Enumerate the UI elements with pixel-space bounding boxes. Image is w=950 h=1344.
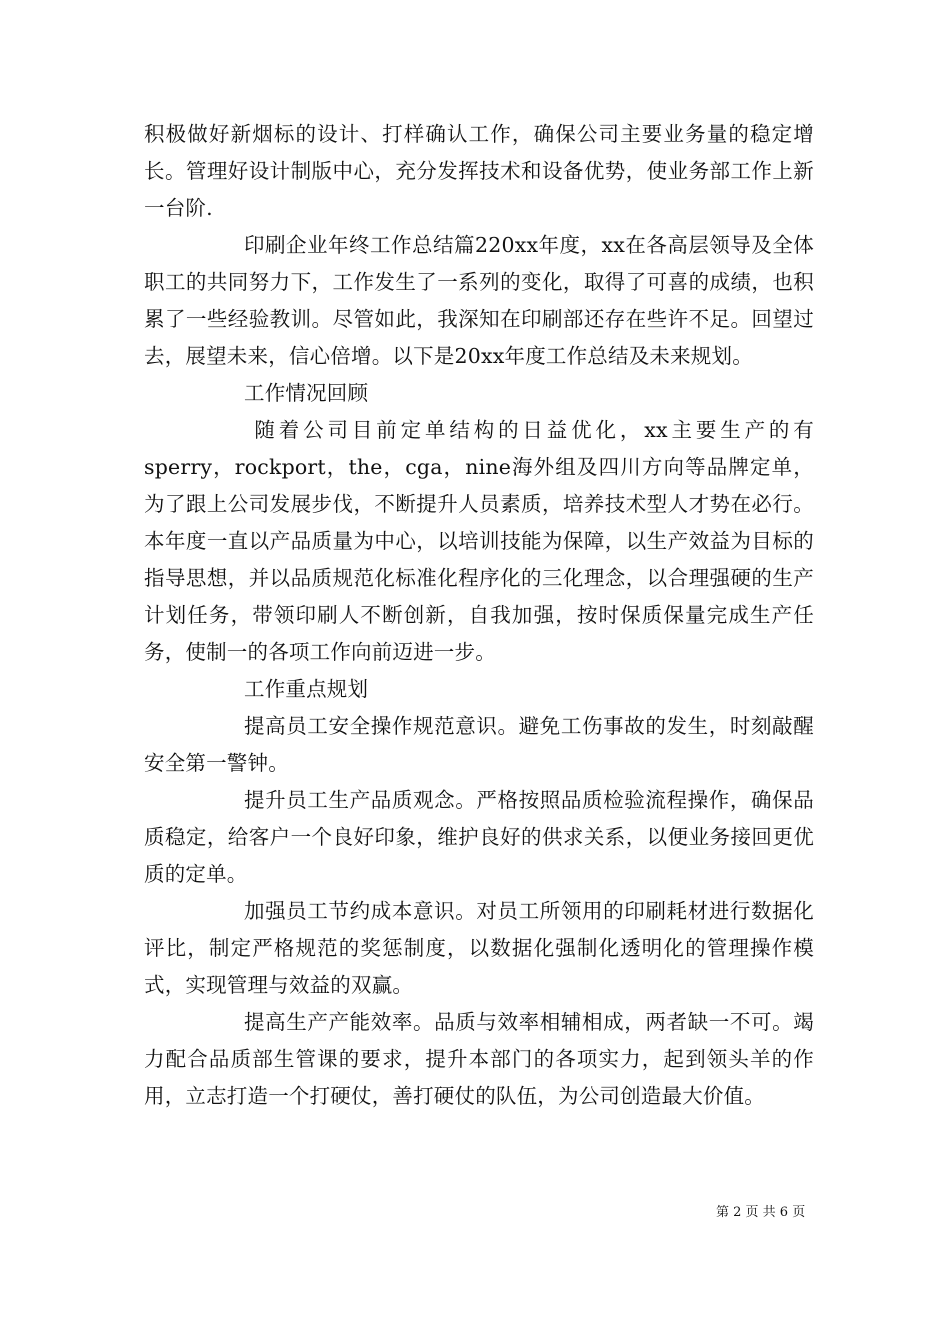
section-heading-review: 工作情况回顾 (244, 381, 369, 405)
page-number-footer: 第 2 页 共 6 页 (716, 1205, 806, 1220)
paragraph-7: 提高生产产能效率。品质与效率相辅相成，两者缺一不可。竭力配合品质部生管课的要求，提升本部门的各项实力，起到领头羊的作用，立志打造一个打硬仗，善打硬仗的队伍，为公司创造最大价值。 (144, 1010, 814, 1108)
document-body (144, 116, 814, 1115)
paragraph-2: 印刷企业年终工作总结篇220xx年度，xx在各高层领导及全体职工的共同努力下，工作发生了一系列的变化，取得了可喜的成绩，也积累了一些经验教训。尽管如此，我深知在印刷部还存在些许不足。回望过去，展望未来，信心倍增。以下是20xx年度工作总结及未来规划。 (144, 233, 814, 368)
paragraph-4: 提高员工安全操作规范意识。避免工伤事故的发生，时刻敲醒安全第一警钟。 (144, 714, 814, 775)
paragraph-1: 积极做好新烟标的设计、打样确认工作，确保公司主要业务量的稳定增长。管理好设计制版中心，充分发挥技术和设备优势，使业务部工作上新一台阶. (144, 122, 814, 220)
paragraph-3: 随着公司目前定单结构的日益优化，xx主要生产的有sperry，rockport，the，cga，nine海外组及四川方向等品牌定单，为了跟上公司发展步伐，不断提升人员素质，培养技术型人才势在必行。本年度一直以产品质量为中心，以培训技能为保障，以生产效益为目标的指导思想，并以品质规范化标准化程序化的三化理念，以合理强硬的生产计划任务，带领印刷人不断创新，自我加强，按时保质保量完成生产任务，使制一的各项工作向前迈进一步。 (144, 418, 815, 664)
paragraph-5: 提升员工生产品质观念。严格按照品质检验流程操作，确保品质稳定，给客户一个良好印象，维护良好的供求关系，以便业务接回更优质的定单。 (144, 788, 814, 886)
paragraph-6: 加强员工节约成本意识。对员工所领用的印刷耗材进行数据化评比，制定严格规范的奖惩制度，以数据化强制化透明化的管理操作模式，实现管理与效益的双赢。 (144, 899, 814, 997)
section-heading-plan: 工作重点规划 (244, 677, 369, 701)
